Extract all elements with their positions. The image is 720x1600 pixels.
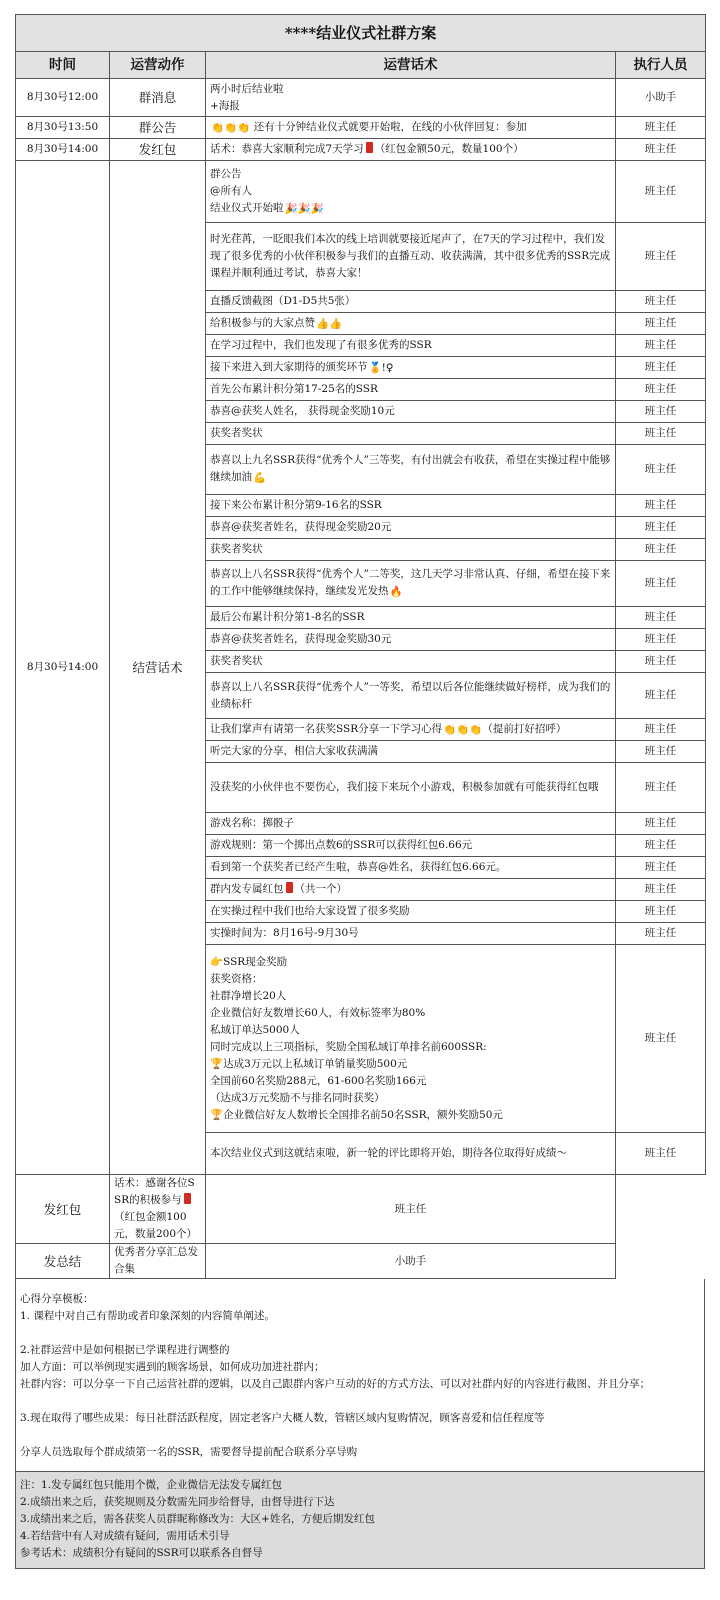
group-time: 8月30号14:00 [16,161,110,1175]
table-row [16,79,706,117]
row-action: 群消息 [110,79,206,117]
row-script-text: 获奖者奖状 [210,655,263,667]
row-script-text: 最后公布累计积分第1-8名的SSR [210,611,365,623]
emoji-icon: 🔥 [389,586,403,598]
row-person: 班主任 [206,1175,616,1244]
row-script-text: 获奖者奖状 [210,427,263,439]
row-script [206,629,616,651]
row-person: 班主任 [616,291,706,313]
row-script-text: 恭喜以上九名SSR获得“优秀个人”三等奖，有付出就会有收获，希望在实操过程中能够继续加油 [210,454,611,483]
row-person: 班主任 [616,1133,706,1175]
row-script [206,539,616,561]
row-script: 优秀者分享汇总发合集 [110,1244,206,1279]
row-person: 班主任 [616,335,706,357]
row-script [206,945,616,1133]
row-action: 发总结 [16,1244,110,1279]
row-script-note: （提前打好招呼） [482,722,567,735]
row-script [110,1175,206,1244]
row-script-text: 话术：感谢各位SSR的积极参与 [114,1177,195,1206]
header-time: 时间 [16,52,110,79]
row-person: 班主任 [616,923,706,945]
row-person: 班主任 [616,629,706,651]
row-person: 班主任 [616,161,706,223]
row-script [206,857,616,879]
header-script: 运营话术 [206,52,616,79]
table-row [16,1175,706,1244]
row-script-text: 还有十分钟结业仪式就要开始啦，在线的小伙伴回复：参加 [253,120,527,133]
emoji-icon: 🏅!♀ [368,361,394,374]
row-script [206,813,616,835]
row-script-text: 时光荏苒，一眨眼我们本次的线上培训就要接近尾声了，在7天的学习过程中，我们发现了很多优秀的小伙伴积极参与我们的直播互动、收获满满，其中很多优秀的SSR完成课程并顺利通过考试，恭喜大家！ [210,233,611,279]
row-script-text: 首先公布累计积分第17-25名的SSR [210,383,378,395]
row-script [206,741,616,763]
table-row [16,139,706,161]
row-script-text: 群内发专属红包 [210,883,284,895]
plan-table [15,14,706,1279]
row-script-text: 话术：恭喜大家顺利完成7天学习 [210,143,364,155]
row-script [206,835,616,857]
row-script-text: 游戏名称：掷骰子 [210,817,294,829]
row-script [206,313,616,335]
row-script [206,161,616,223]
row-person: 班主任 [616,719,706,741]
row-person: 班主任 [616,495,706,517]
row-script [206,117,616,139]
table-row [16,161,706,223]
row-script-text: 恭喜以上八名SSR获得“优秀个人”一等奖，希望以后各位能继续做好榜样，成为我们的业绩标杆 [210,680,611,710]
row-person: 班主任 [616,835,706,857]
row-person: 班主任 [616,313,706,335]
row-script-text: 恭喜@获奖者姓名，获得现金奖励30元 [210,633,392,645]
row-person: 班主任 [616,539,706,561]
sharing-template: 心得分享模板： 1. 课程中对自己有帮助或者印象深刻的内容简单阐述。 2.社群运营中是如何根据已学课程进行调整的 加人方面：可以举例现实遇到的顾客场景，如何成功加进社群内； 社群内容：可以分享一下自己运营社群的逻辑，以及自己跟群内客户互动的好的方式方法、可以对社群内好的内容进行截图、并且分享； 3.现在取得了哪些成果：每日社群活跃程度，固定老客户大概人数，管辖区域内复购情况，顾客喜爱和信任程度等 分享人员选取每个群成绩第一名的SSR，需要督导提前配合联系分享导购 [15,1279,705,1472]
row-action: 发红包 [110,139,206,161]
row-time: 8月30号13:50 [16,117,110,139]
row-script [206,335,616,357]
row-script [206,923,616,945]
row-script-text: 恭喜@获奖者姓名，获得现金奖励20元 [210,521,392,533]
row-script [206,607,616,629]
row-script [206,879,616,901]
row-person: 班主任 [616,139,706,161]
red-envelope-icon [366,142,373,153]
row-script-text: 群公告 @所有人 结业仪式开始啦 [210,167,284,214]
clap-emoji-icon: 👏👏👏 [211,121,251,134]
row-script [206,517,616,539]
row-person: 班主任 [616,561,706,607]
row-person: 班主任 [616,445,706,495]
row-person: 班主任 [616,763,706,813]
header-person: 执行人员 [616,52,706,79]
row-script [206,423,616,445]
row-script: 两小时后结业啦 +海报 [206,79,616,117]
sheet-title: ****结业仪式社群方案 [16,15,706,52]
row-person: 班主任 [616,673,706,719]
row-person: 班主任 [616,357,706,379]
row-script-note: （红包金额100元，数量200个） [114,1211,198,1240]
row-script [206,139,616,161]
row-script [206,495,616,517]
row-time: 8月30号12:00 [16,79,110,117]
row-script [206,291,616,313]
row-script [206,719,616,741]
row-person: 班主任 [616,857,706,879]
row-person: 小助手 [206,1244,616,1279]
row-person: 班主任 [616,423,706,445]
row-person: 班主任 [616,945,706,1133]
row-person: 班主任 [616,741,706,763]
row-script-note: （红包金额50元，数量100个） [374,143,524,155]
row-script [206,651,616,673]
row-script [206,401,616,423]
group-action: 结营话术 [110,161,206,1175]
row-person: 班主任 [616,607,706,629]
row-script-text: 让我们掌声有请第一名获奖SSR分享一下学习心得 [210,722,443,735]
row-person: 班主任 [616,879,706,901]
row-script [206,357,616,379]
row-time: 8月30号14:00 [16,139,110,161]
row-script-text: 听完大家的分享，相信大家收获满满 [210,745,378,757]
row-script-text: 接下来进入到大家期待的颁奖环节 [210,360,368,373]
row-script-text: 实操时间为：8月16号-9月30号 [210,927,359,939]
row-script [206,673,616,719]
row-script-note: （共一个） [294,883,347,895]
row-script-text: 获奖者奖状 [210,543,263,555]
row-script [206,1133,616,1175]
row-script [206,445,616,495]
row-script [206,223,616,291]
row-person: 班主任 [616,401,706,423]
row-script-text: 本次结业仪式到这就结束啦，新一轮的评比即将开始，期待各位取得好成绩～ [210,1147,567,1159]
row-person: 班主任 [616,379,706,401]
closing-script-group [16,161,706,1175]
row-person: 班主任 [616,223,706,291]
row-script-text: 游戏规则：第一个掷出点数6的SSR可以获得红包6.66元 [210,839,473,851]
row-person: 小助手 [616,79,706,117]
row-action: 发红包 [16,1175,110,1244]
row-script-text: 接下来公布累计积分第9-16名的SSR [210,499,382,511]
emoji-icon: 💪 [253,472,267,484]
row-person: 班主任 [616,517,706,539]
emoji-icon: 🎉🎉🎉 [284,202,324,215]
row-script-text: 没获奖的小伙伴也不要伤心，我们接下来玩个小游戏，积极参加就有可能获得红包哦 [210,781,599,793]
notes-box: 注：1.发专属红包只能用个微，企业微信无法发专属红包 2.成绩出来之后，获奖规则及分数需先同步给督导，由督导进行下达 3.成绩出来之后，需各获奖人员群昵称修改为：大区+姓名，方便后期发红包 4.若结营中有人对成绩有疑问，需用话术引导 参考话术：成绩积分有疑问的SSR可以联系各自督导 [15,1472,705,1569]
row-script-text: 👉SSR现金奖励 获奖资格： 社群净增长20人 企业微信好友数增长60人，有效标签率为80% 私域订单达5000人 同时完成以上三项指标，奖励全国私域订单排名前600SSR: 🏆达成3万元以上私域订单销量奖励500元 全国前60名奖励288元，61-600名奖励166元 （达成3万元奖励不与排名同时获奖） 🏆企业微信好友人数增长全国排名前50名SSR，额外奖励50元 [210,955,503,1121]
row-script [206,379,616,401]
row-script-text: 在学习过程中，我们也发现了有很多优秀的SSR [210,339,432,351]
row-script-text: 恭喜以上八名SSR获得“优秀个人”二等奖，这几天学习非常认真、仔细，希望在接下来的工作中能够继续保持，继续发光发热 [210,568,611,597]
row-person: 班主任 [616,117,706,139]
row-script [206,763,616,813]
emoji-icon: 👏👏👏 [443,723,483,736]
row-person: 班主任 [616,813,706,835]
red-envelope-icon [286,882,293,893]
header-action: 运营动作 [110,52,206,79]
row-script-text: 在实操过程中我们也给大家设置了很多奖励 [210,905,410,917]
row-person: 班主任 [616,651,706,673]
red-envelope-icon [184,1193,191,1204]
row-script-text: 恭喜@获奖人姓名， 获得现金奖励10元 [210,405,395,417]
row-script-text: 直播反馈截图（D1-D5共5张） [210,295,356,307]
row-action: 群公告 [110,117,206,139]
emoji-icon: 👍👍 [316,317,343,330]
row-script-text: 看到第一个获奖者已经产生啦，恭喜@姓名，获得红包6.66元。 [210,861,507,873]
row-person: 班主任 [616,901,706,923]
plan-sheet [15,14,705,1569]
table-row [16,1244,706,1279]
table-row [16,117,706,139]
row-script-text: 给积极参与的大家点赞 [210,316,315,329]
row-script [206,561,616,607]
header-row [16,52,706,79]
row-script [206,901,616,923]
